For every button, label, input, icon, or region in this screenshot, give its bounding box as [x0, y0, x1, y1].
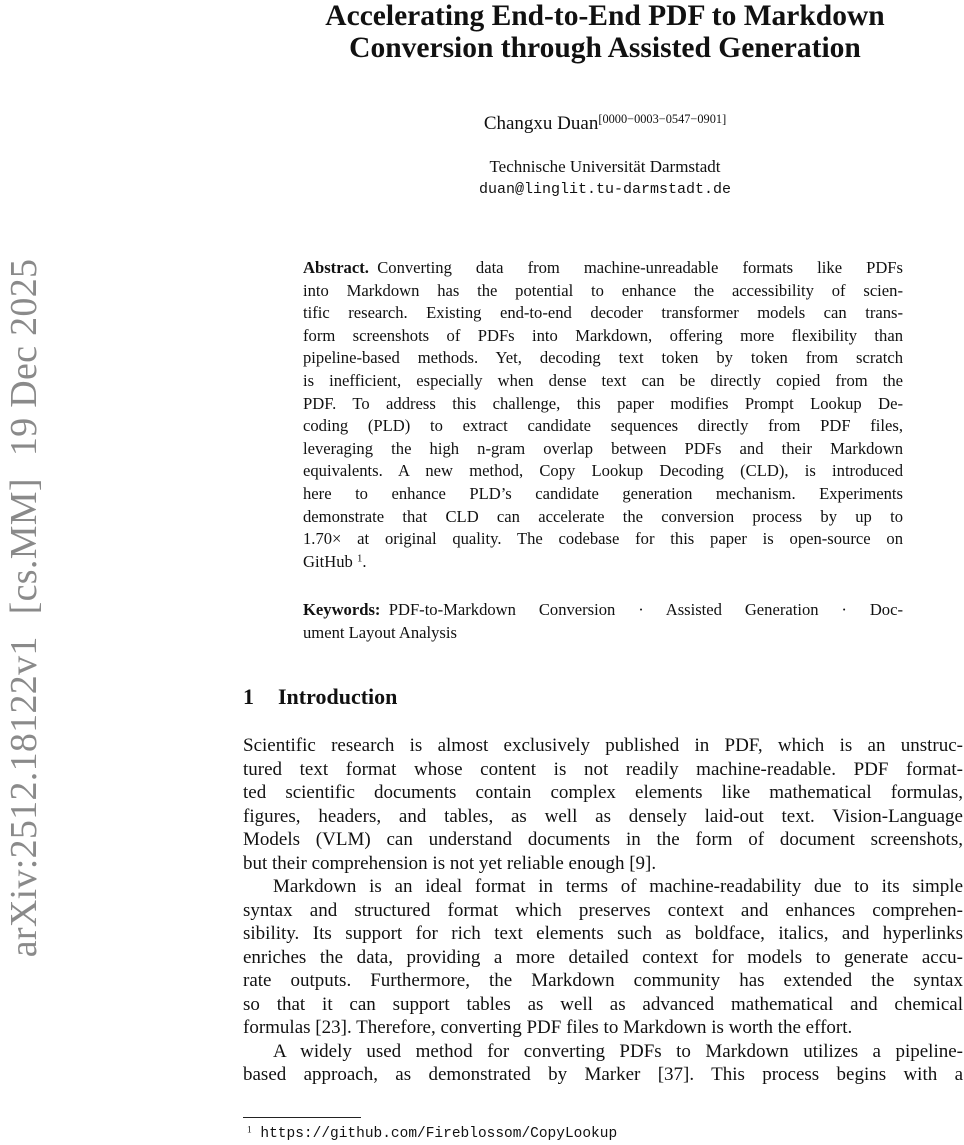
line-text: Scientific research is almost exclusively published in PDF, which is an unstruc-	[243, 735, 963, 756]
abstract-line	[303, 460, 903, 483]
arxiv-id: arXiv:2512.18122v1	[3, 636, 45, 958]
line-text: 1.70× at original quality. The codebase for this paper is open-source on	[303, 529, 903, 549]
line-text: demonstrate that CLD can accelerate the conversion process by up to	[303, 506, 903, 526]
paper-title-line-2: Conversion through Assisted Generation	[349, 32, 861, 64]
abstract-line	[303, 393, 903, 416]
author-name: Changxu Duan	[483, 113, 599, 134]
line-text: into Markdown has the potential to enhance the accessibility of scien-	[303, 280, 903, 300]
paragraph-line	[243, 1040, 963, 1064]
abstract-line	[303, 370, 903, 393]
abstract-line	[303, 415, 903, 438]
footnote	[247, 1126, 617, 1142]
paragraph	[243, 1040, 963, 1087]
arxiv-date: 19 Dec 2025	[3, 258, 45, 457]
abstract-line	[303, 257, 903, 280]
line-text: is inefficient, especially when dense text can be directly copied from the	[303, 370, 903, 390]
paragraph-line	[243, 805, 963, 829]
footnote-reference[interactable]: 1	[356, 552, 363, 565]
line-text: A widely used method for converting PDFs to Markdown utilizes a pipeline-	[273, 1040, 963, 1062]
footnote-link[interactable]: https://github.com/Fireblossom/CopyLookup	[260, 1126, 618, 1142]
paper-title-line-1: Accelerating End-to-End PDF to Markdown	[325, 0, 885, 32]
line-text: GitHub	[303, 551, 353, 571]
abstract-line	[303, 483, 903, 506]
line-text: form screenshots of PDFs into Markdown, offering more flexibility than	[303, 325, 903, 345]
abstract-line	[303, 302, 903, 325]
paragraph-line	[243, 922, 963, 946]
line-text: syntax and structured format which preserves context and enhances comprehen-	[243, 899, 963, 921]
line-text: formulas [23]. Therefore, converting PDF files to Markdown is worth the effort.	[243, 1017, 853, 1038]
paragraph-line	[243, 993, 963, 1017]
line-text: tific research. Existing end-to-end decoder transformer models can trans-	[303, 303, 903, 323]
keywords	[303, 599, 903, 644]
line-text: ument Layout Analysis	[303, 622, 457, 642]
paragraph-line	[243, 899, 963, 923]
paragraph-line	[243, 828, 963, 852]
abstract-line	[303, 325, 903, 348]
line-text: equivalents. A new method, Copy Lookup Decoding (CLD), is introduced	[303, 461, 903, 481]
abstract-line: GitHub $^1$.	[303, 551, 367, 571]
abstract-line	[303, 280, 903, 303]
paragraph	[243, 875, 963, 1040]
line-text: based approach, as demonstrated by Marker [37]. This process begins with a	[243, 1064, 963, 1085]
abstract-label: Abstract.	[303, 258, 369, 277]
paragraph	[243, 734, 963, 875]
line-text: leveraging the high n-gram overlap between PDFs and their Markdown	[303, 438, 903, 458]
line-text: sibility. Its support for rich text elements such as boldface, italics, and hyperlinks	[243, 923, 963, 944]
line-text: figures, headers, and tables, as well as densely laid-out text. Vision-Language	[243, 805, 963, 827]
line-text: ted scientific documents contain complex elements like mathematical formulas,	[243, 782, 963, 803]
keywords-line	[303, 599, 903, 622]
paragraph-line	[243, 946, 963, 970]
author	[243, 113, 964, 135]
paragraph-line	[243, 875, 963, 899]
line-text: Models (VLM) can understand documents in the form of document screenshots,	[243, 829, 963, 850]
section-number: 1	[243, 684, 254, 709]
line-text: tured text format whose content is not readily machine-readable. PDF format-	[243, 758, 963, 780]
author-email[interactable]: duan@linglit.tu-darmstadt.de	[478, 181, 732, 198]
line-text: Converting data from machine-unreadable formats like PDFs	[377, 258, 903, 277]
line-text: Markdown is an ideal format in terms of machine-readability due to its simple	[273, 876, 963, 897]
arxiv-category: [cs.MM]	[3, 478, 45, 615]
footnote-divider	[243, 1117, 361, 1118]
body-text	[243, 734, 963, 1087]
paragraph-line	[243, 758, 963, 782]
line-text: rate outputs. Furthermore, the Markdown community has extended the syntax	[243, 970, 963, 991]
paragraph-line	[243, 1063, 963, 1087]
abstract-line	[303, 438, 903, 461]
line-text: pipeline-based methods. Yet, decoding text token by token from scratch	[303, 348, 903, 368]
paragraph-line	[243, 1016, 963, 1040]
paragraph-line	[243, 969, 963, 993]
section-title: Introduction	[278, 684, 398, 709]
line-text: PDF. To address this challenge, this paper modifies Prompt Lookup De-	[303, 393, 903, 413]
abstract-line	[303, 506, 903, 529]
paragraph-line	[243, 734, 963, 758]
footnote-mark: 1	[247, 1125, 252, 1136]
line-text: PDF-to-Markdown Conversion · Assisted Generation · Doc-	[388, 600, 903, 619]
line-text: but their comprehension is not yet reliable enough [9].	[243, 852, 657, 874]
keywords-line	[303, 622, 903, 645]
author-orcid: [0000−0003−0547−0901]	[598, 111, 727, 126]
abstract-line	[303, 528, 903, 551]
line-text: enriches the data, providing a more detailed context for models to generate accu-	[243, 946, 963, 968]
line-text: here to enhance PLD’s candidate generation mechanism. Experiments	[303, 483, 903, 503]
abstract	[303, 257, 903, 573]
paragraph-line	[243, 852, 963, 876]
line-text: so that it can support tables as well as advanced mathematical and chemical	[243, 993, 963, 1015]
abstract-line	[303, 347, 903, 370]
arxiv-identifier-sidebar	[2, 237, 46, 958]
affiliation: Technische Universität Darmstadt	[489, 157, 721, 176]
line-text: coding (PLD) to extract candidate sequences directly from PDF files,	[303, 416, 903, 436]
section-heading-introduction	[243, 684, 397, 710]
paragraph-line	[243, 781, 963, 805]
keywords-label: Keywords:	[303, 600, 381, 619]
